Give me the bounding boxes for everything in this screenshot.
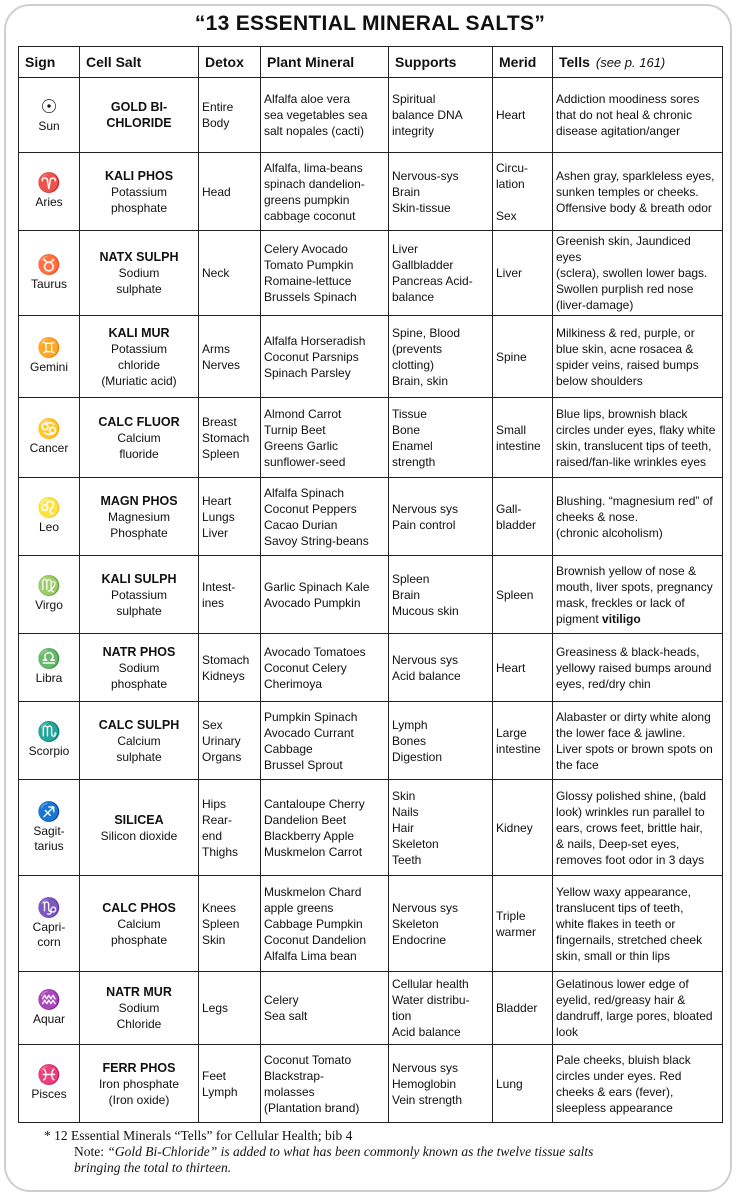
cell-salt-cell — [80, 702, 199, 780]
sign-name: Gemini — [29, 360, 68, 374]
supports-cell: Liver Gallbladder Pancreas Acid- balance — [389, 231, 493, 316]
zodiac-icon: ♐ — [37, 801, 61, 823]
zodiac-icon: ♎ — [37, 649, 61, 670]
merid-cell: Kidney — [493, 780, 553, 876]
note-label: Note: — [74, 1144, 104, 1159]
sign-name: Scorpio — [28, 744, 70, 758]
tells-cell: Greenish skin, Jaundiced eyes (sclera), swollen lower bags. Swollen purplish red nose (liver-damage) — [553, 231, 723, 316]
cell-salt-cell — [80, 1045, 199, 1123]
footnote — [44, 1128, 724, 1176]
sign-cell — [19, 634, 80, 702]
merid-cell: Bladder — [493, 972, 553, 1045]
merid-cell: Triple warmer — [493, 876, 553, 972]
note-rest: is added to what has been commonly known as the twelve tissue salts — [217, 1144, 594, 1159]
sign-name: Sun — [38, 118, 60, 133]
sign-cell — [19, 702, 80, 780]
cell-salt-name: MAGN PHOS — [100, 493, 178, 508]
zodiac-icon: ♊ — [37, 338, 61, 359]
note-end: bringing the total to thirteen. — [74, 1160, 232, 1175]
cell-salt-cell — [80, 972, 199, 1045]
cell-salt-name: FERR PHOS — [102, 1060, 176, 1075]
cell-salt-name: CALC FLUOR — [98, 414, 180, 429]
merid-cell: Small intestine — [493, 398, 553, 478]
sign-name: Virgo — [35, 598, 63, 612]
plant-mineral-cell: Pumpkin Spinach Avocado Currant Cabbage Brussel Sprout — [261, 702, 389, 780]
zodiac-icon: ♌ — [37, 498, 61, 519]
plant-mineral-cell: Celery Sea salt — [261, 972, 389, 1045]
detox-cell: Arms Nerves — [199, 316, 261, 398]
zodiac-icon: ♏ — [37, 722, 61, 743]
merid-cell: Circu- lation Sex — [493, 153, 553, 231]
detox-cell: Entire Body — [199, 78, 261, 153]
plant-mineral-cell: Alfalfa, lima-beans spinach dandelion- greens pumpkin cabbage coconut — [261, 153, 389, 231]
zodiac-icon: ♉ — [37, 254, 61, 276]
header-tells-label: Tells — [559, 53, 590, 70]
detox-cell: Hips Rear- end Thighs — [199, 780, 261, 876]
sign-cell — [19, 316, 80, 398]
sign-name: Aquar — [32, 1011, 66, 1026]
tells-cell: Pale cheeks, bluish black circles under eyes. Red cheeks & ears (fever), sleepless appearance — [553, 1045, 723, 1123]
cell-salt-cell — [80, 78, 199, 153]
detox-cell: Sex Urinary Organs — [199, 702, 261, 780]
header-tells — [553, 47, 723, 78]
detox-cell: Head — [199, 153, 261, 231]
cell-salt-cell — [80, 634, 199, 702]
zodiac-icon: ♑ — [37, 897, 61, 919]
header-sign: Sign — [19, 47, 80, 78]
table-row — [19, 478, 723, 556]
cell-salt-name: NATR PHOS — [102, 644, 176, 659]
sign-cell — [19, 78, 80, 153]
table-body — [19, 78, 723, 1123]
cell-salt-chemical: Potassium sulphate — [110, 587, 168, 618]
cell-salt-name: KALI MUR — [108, 325, 170, 340]
tells-cell: Blue lips, brownish black circles under eyes, flaky white skin, translucent tips of teeth, raised/fan-like wrinkles eyes — [553, 398, 723, 478]
tells-cell: Gelatinous lower edge of eyelid, red/greasy hair & dandruff, large pores, bloated look — [553, 972, 723, 1045]
cell-salt-name: CALC SULPH — [98, 717, 180, 732]
tells-cell: Addiction moodiness sores that do not heal & chronic disease agitation/anger — [553, 78, 723, 153]
cell-salt-chemical: Calcium phosphate — [110, 916, 168, 947]
zodiac-icon: ♒ — [37, 989, 61, 1011]
table-row — [19, 78, 723, 153]
header-supports: Supports — [389, 47, 493, 78]
header-plant-mineral: Plant Mineral — [261, 47, 389, 78]
supports-cell: Nervous sys Pain control — [389, 478, 493, 556]
table-row — [19, 556, 723, 634]
sign-cell — [19, 398, 80, 478]
cell-salt-cell — [80, 316, 199, 398]
merid-cell: Heart — [493, 78, 553, 153]
sign-cell — [19, 153, 80, 231]
header-detox: Detox — [199, 47, 261, 78]
cell-salt-chemical: Iron phosphate (Iron oxide) — [98, 1076, 180, 1107]
sign-cell — [19, 876, 80, 972]
cell-salt-cell — [80, 478, 199, 556]
sign-name: Cancer — [29, 441, 69, 455]
plant-mineral-cell: Alfalfa Spinach Coconut Peppers Cacao Durian Savoy String-beans — [261, 478, 389, 556]
table-row — [19, 780, 723, 876]
merid-cell: Large intestine — [493, 702, 553, 780]
detox-cell: Breast Stomach Spleen — [199, 398, 261, 478]
table-row — [19, 972, 723, 1045]
header-tells-ref: (see p. 161) — [595, 54, 666, 70]
cell-salt-chemical: Silicon dioxide — [100, 828, 178, 843]
zodiac-icon: ♈ — [37, 173, 61, 194]
detox-cell: Feet Lymph — [199, 1045, 261, 1123]
cell-salt-chemical: Calcium fluoride — [117, 430, 161, 461]
cell-salt-chemical: Potassium chloride (Muriatic acid) — [101, 341, 177, 388]
sign-cell — [19, 972, 80, 1045]
footnote-note — [44, 1144, 724, 1176]
zodiac-icon: ♓ — [37, 1065, 61, 1086]
header-cell-salt: Cell Salt — [80, 47, 199, 78]
cell-salt-name: SILICEA — [114, 812, 164, 827]
supports-cell: Nervous-sys Brain Skin-tissue — [389, 153, 493, 231]
supports-cell: Lymph Bones Digestion — [389, 702, 493, 780]
detox-cell: Neck — [199, 231, 261, 316]
cell-salt-name: CALC PHOS — [102, 900, 176, 915]
cell-salt-chemical: Sodium sulphate — [116, 266, 162, 296]
supports-cell: Nervous sys Hemoglobin Vein strength — [389, 1045, 493, 1123]
cell-salt-chemical: Sodium phosphate — [110, 660, 168, 691]
cell-salt-name: KALI SULPH — [101, 571, 177, 586]
merid-cell: Lung — [493, 1045, 553, 1123]
zodiac-icon: ♋ — [37, 419, 61, 440]
detox-cell: Knees Spleen Skin — [199, 876, 261, 972]
sign-cell — [19, 556, 80, 634]
sign-name: Sagit- tarius — [33, 823, 65, 853]
plant-mineral-cell: Coconut Tomato Blackstrap- molasses (Plantation brand) — [261, 1045, 389, 1123]
footnote-line: * 12 Essential Minerals “Tells” for Cellular Health; bib 4 — [44, 1128, 353, 1143]
sign-cell — [19, 231, 80, 316]
page-title: “13 ESSENTIAL MINERAL SALTS” — [194, 12, 546, 35]
supports-cell: Nervous sys Skeleton Endocrine — [389, 876, 493, 972]
supports-cell: Skin Nails Hair Skeleton Teeth — [389, 780, 493, 876]
cell-salt-chemical: Magnesium Phosphate — [107, 509, 171, 540]
plant-mineral-cell: Cantaloupe Cherry Dandelion Beet Blackberry Apple Muskmelon Carrot — [261, 780, 389, 876]
sign-cell — [19, 1045, 80, 1123]
plant-mineral-cell: Alfalfa Horseradish Coconut Parsnips Spinach Parsley — [261, 316, 389, 398]
cell-salt-cell — [80, 556, 199, 634]
table-row — [19, 316, 723, 398]
merid-cell: Spine — [493, 316, 553, 398]
cell-salt-name: GOLD BI- CHLORIDE — [106, 100, 172, 130]
mineral-salts-table — [18, 46, 723, 1123]
cell-salt-cell — [80, 398, 199, 478]
sign-cell — [19, 780, 80, 876]
table-row — [19, 876, 723, 972]
supports-cell: Spine, Blood (prevents clotting) Brain, skin — [389, 316, 493, 398]
tells-cell: Alabaster or dirty white along the lower face & jawline. Liver spots or brown spots on the face — [553, 702, 723, 780]
table-row — [19, 231, 723, 316]
merid-cell: Gall- bladder — [493, 478, 553, 556]
zodiac-icon: ♍ — [37, 576, 61, 597]
plant-mineral-cell: Celery Avocado Tomato Pumpkin Romaine-lettuce Brussels Spinach — [261, 231, 389, 316]
detox-cell: Heart Lungs Liver — [199, 478, 261, 556]
tells-cell: Yellow waxy appearance, translucent tips of teeth, white flakes in teeth or fingernails, stretched cheek skin, small or thin lips — [553, 876, 723, 972]
tells-cell: Glossy polished shine, (bald look) wrinkles run parallel to ears, crows feet, brittle hair, & nails, Deep-set eyes, removes foot odor in 3 days — [553, 780, 723, 876]
tells-cell: Milkiness & red, purple, or blue skin, acne rosacea & spider veins, raised bumps below shoulders — [553, 316, 723, 398]
cell-salt-cell — [80, 780, 199, 876]
merid-cell: Heart — [493, 634, 553, 702]
cell-salt-chemical: Sodium Chloride — [116, 1001, 162, 1031]
plant-mineral-cell: Muskmelon Chard apple greens Cabbage Pumpkin Coconut Dandelion Alfalfa Lima bean — [261, 876, 389, 972]
table-row — [19, 153, 723, 231]
sign-name: Capri- corn — [32, 919, 66, 949]
cell-salt-cell — [80, 153, 199, 231]
cell-salt-chemical: Potassium phosphate — [110, 184, 168, 215]
table-row — [19, 1045, 723, 1123]
table-header-row — [19, 47, 723, 78]
tells-cell: Ashen gray, sparkleless eyes, sunken temples or cheeks. Offensive body & breath odor — [553, 153, 723, 231]
detox-cell: Stomach Kidneys — [199, 634, 261, 702]
sign-name: Aries — [35, 195, 63, 209]
supports-cell: Tissue Bone Enamel strength — [389, 398, 493, 478]
table-row — [19, 398, 723, 478]
cell-salt-name: NATR MUR — [106, 985, 172, 999]
header-merid: Merid — [493, 47, 553, 78]
table-row — [19, 702, 723, 780]
cell-salt-name: KALI PHOS — [104, 168, 174, 183]
merid-cell: Spleen — [493, 556, 553, 634]
zodiac-icon: ☉ — [40, 96, 58, 118]
cell-salt-cell — [80, 876, 199, 972]
supports-cell: Spleen Brain Mucous skin — [389, 556, 493, 634]
sign-name: Taurus — [30, 276, 68, 291]
cell-salt-cell — [80, 231, 199, 316]
cell-salt-name: NATX SULPH — [99, 250, 179, 264]
detox-cell: Legs — [199, 972, 261, 1045]
merid-cell: Liver — [493, 231, 553, 316]
plant-mineral-cell: Avocado Tomatoes Coconut Celery Cherimoya — [261, 634, 389, 702]
tells-cell: Greasiness & black-heads, yellowy raised bumps around eyes, red/dry chin — [553, 634, 723, 702]
sign-name: Leo — [38, 520, 60, 534]
supports-cell: Cellular health Water distribu- tion Acid balance — [389, 972, 493, 1045]
plant-mineral-cell: Alfalfa aloe vera sea vegetables sea salt nopales (cacti) — [261, 78, 389, 153]
plant-mineral-cell: Garlic Spinach Kale Avocado Pumpkin — [261, 556, 389, 634]
cell-salt-chemical: Calcium sulphate — [116, 733, 162, 764]
tells-cell: Blushing. “magnesium red” of cheeks & nose. (chronic alcoholism) — [553, 478, 723, 556]
sign-name: Pisces — [31, 1087, 67, 1101]
note-gold-bichloride: “Gold Bi-Chloride” — [107, 1144, 218, 1159]
supports-cell: Spiritual balance DNA integrity — [389, 78, 493, 153]
tells-cell: Brownish yellow of nose & mouth, liver spots, pregnancy mask, freckles or lack of pigment vitiligo — [553, 556, 723, 634]
sign-name: Libra — [35, 671, 63, 685]
plant-mineral-cell: Almond Carrot Turnip Beet Greens Garlic sunflower-seed — [261, 398, 389, 478]
supports-cell: Nervous sys Acid balance — [389, 634, 493, 702]
detox-cell: Intest- ines — [199, 556, 261, 634]
table-row — [19, 634, 723, 702]
sign-cell — [19, 478, 80, 556]
